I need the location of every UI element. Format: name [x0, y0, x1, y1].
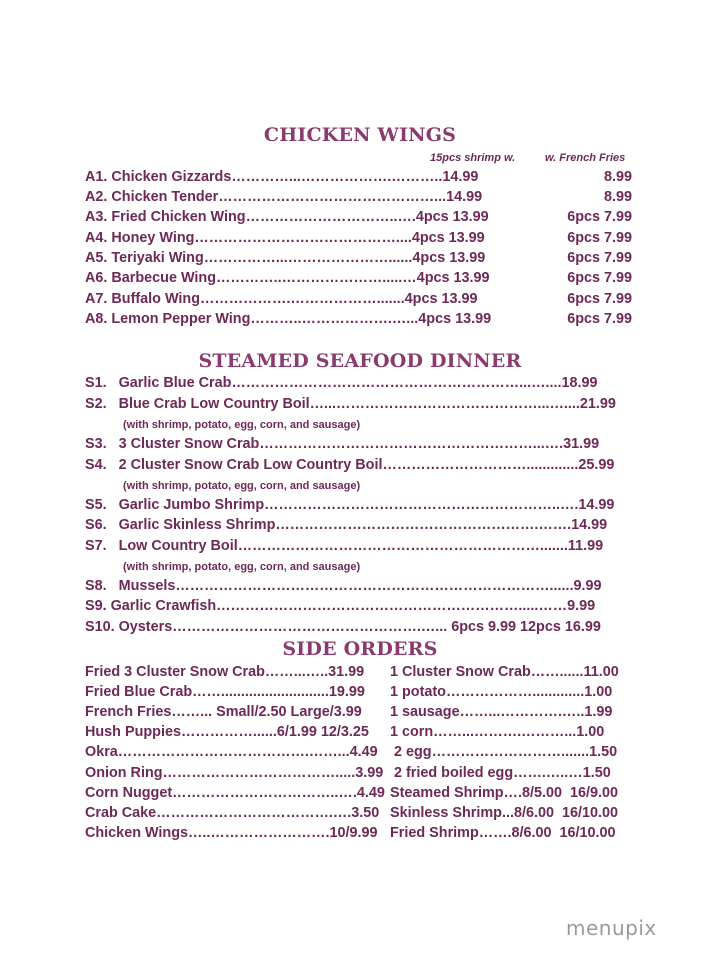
column-header-shrimp: 15pcs shrimp w.	[430, 152, 516, 164]
side-item: 1 potato……………….............1.00	[390, 684, 613, 700]
menu-item: A4. Honey Wing……………………………………....4pcs 13.99	[85, 230, 485, 246]
item-note: (with shrimp, potato, egg, corn, and sausage)	[123, 480, 361, 492]
side-item: 2 fried boiled egg…….…..…1.50	[390, 765, 611, 781]
menu-item-price: 6pcs 7.99	[567, 230, 632, 246]
seafood-dinner-title: STEAMED SEAFOOD DINNER	[198, 350, 522, 372]
side-item: Fried 3 Cluster Snow Crab……...…..31.99	[85, 664, 365, 680]
menu-item: S2. Blue Crab Low Country Boil…...……………………………………...…....21.99	[85, 396, 616, 412]
menu-item: A2. Chicken Tender………………………………………...14.99	[85, 189, 483, 205]
menu-item: S4. 2 Cluster Snow Crab Low Country Boil………………………….............25.99	[85, 457, 615, 473]
menu-item: S5. Garlic Jumbo Shrimp……………………………………………………..….14.99	[85, 497, 615, 513]
menu-item: S8. Mussels……………………………………………………………………......9.99	[85, 578, 602, 594]
side-item: 1 sausage……...………….…..1.99	[390, 704, 613, 720]
menu-item-price: 6pcs 7.99	[567, 209, 632, 225]
side-item: 1 corn……...……….………...1.00	[390, 724, 605, 740]
menu-item: A8. Lemon Pepper Wing………..……………….…...4pcs 13.99	[85, 311, 492, 327]
menu-item-price: 6pcs 7.99	[567, 311, 632, 327]
menu-item: A7. Buffalo Wing……………….……………….......4pcs 13.99	[85, 291, 478, 307]
menu-item: S10. Oysters…………………………………………….…... 6pcs 9.99 12pcs 16.99	[85, 619, 601, 635]
menu-item: A5. Teriyaki Wing……………...…………………......4pcs 13.99	[85, 250, 486, 266]
menu-item-price: 8.99	[603, 169, 632, 185]
chicken-wings-title: CHICKEN WINGS	[263, 124, 457, 146]
menu-item: S3. 3 Cluster Snow Crab…………………………………………………...….31.99	[85, 436, 600, 452]
side-item: Hush Puppies……………......6/1.99 12/3.25	[85, 724, 369, 740]
column-header-fries: w. French Fries	[545, 152, 626, 164]
menu-item: A3. Fried Chicken Wing…………………………..….4pcs 13.99	[85, 209, 489, 225]
side-item: French Fries……... Small/2.50 Large/3.99	[85, 704, 362, 720]
side-item: 2 egg……………………….......1.50	[390, 744, 618, 760]
side-item: Fried Shrimp…….8/6.00 16/10.00	[390, 825, 616, 841]
side-item: Onion Ring……………………………….....3.99	[85, 765, 384, 781]
menu-item: S1. Garlic Blue Crab……………………………………………………...…....18.99	[85, 375, 598, 391]
side-item: Chicken Wings…..…………………….10/9.99	[85, 825, 378, 841]
menu-item: S7. Low Country Boil……………………………………………………….......11.99	[85, 538, 604, 554]
menu-item: A1. Chicken Gizzards…………...……………….………..14.99	[85, 169, 479, 185]
menu-item: A6. Barbecue Wing…………..………………….....…4pcs 13.99	[85, 270, 490, 286]
side-item: Skinless Shrimp...8/6.00 16/10.00	[390, 805, 618, 821]
item-note: (with shrimp, potato, egg, corn, and sausage)	[123, 561, 361, 573]
side-item: Fried Blue Crab……...........................19.99	[85, 684, 365, 700]
item-note: (with shrimp, potato, egg, corn, and sausage)	[123, 419, 361, 431]
side-item: Okra………………………………….……...4.49	[85, 744, 378, 760]
menu-item-price: 8.99	[603, 189, 632, 205]
menu-item-price: 6pcs 7.99	[567, 270, 632, 286]
side-item: Crab Cake……………………………….….3.50	[85, 805, 380, 821]
side-item: 1 Cluster Snow Crab……......11.00	[390, 664, 619, 680]
menupix-watermark: menupix	[566, 916, 657, 940]
side-orders-title: SIDE ORDERS	[282, 638, 438, 660]
side-item: Corn Nugget……………………………..….4.49	[85, 785, 385, 801]
menu-item: S9. Garlic Crawfish……………………………………………………….....……9.99	[85, 598, 596, 614]
side-item: Steamed Shrimp….8/5.00 16/9.00	[390, 785, 618, 801]
menu-item-price: 6pcs 7.99	[567, 291, 632, 307]
menu-item: S6. Garlic Skinless Shrimp……………………………………………….…….14.99	[85, 517, 608, 533]
menu-item-price: 6pcs 7.99	[567, 250, 632, 266]
